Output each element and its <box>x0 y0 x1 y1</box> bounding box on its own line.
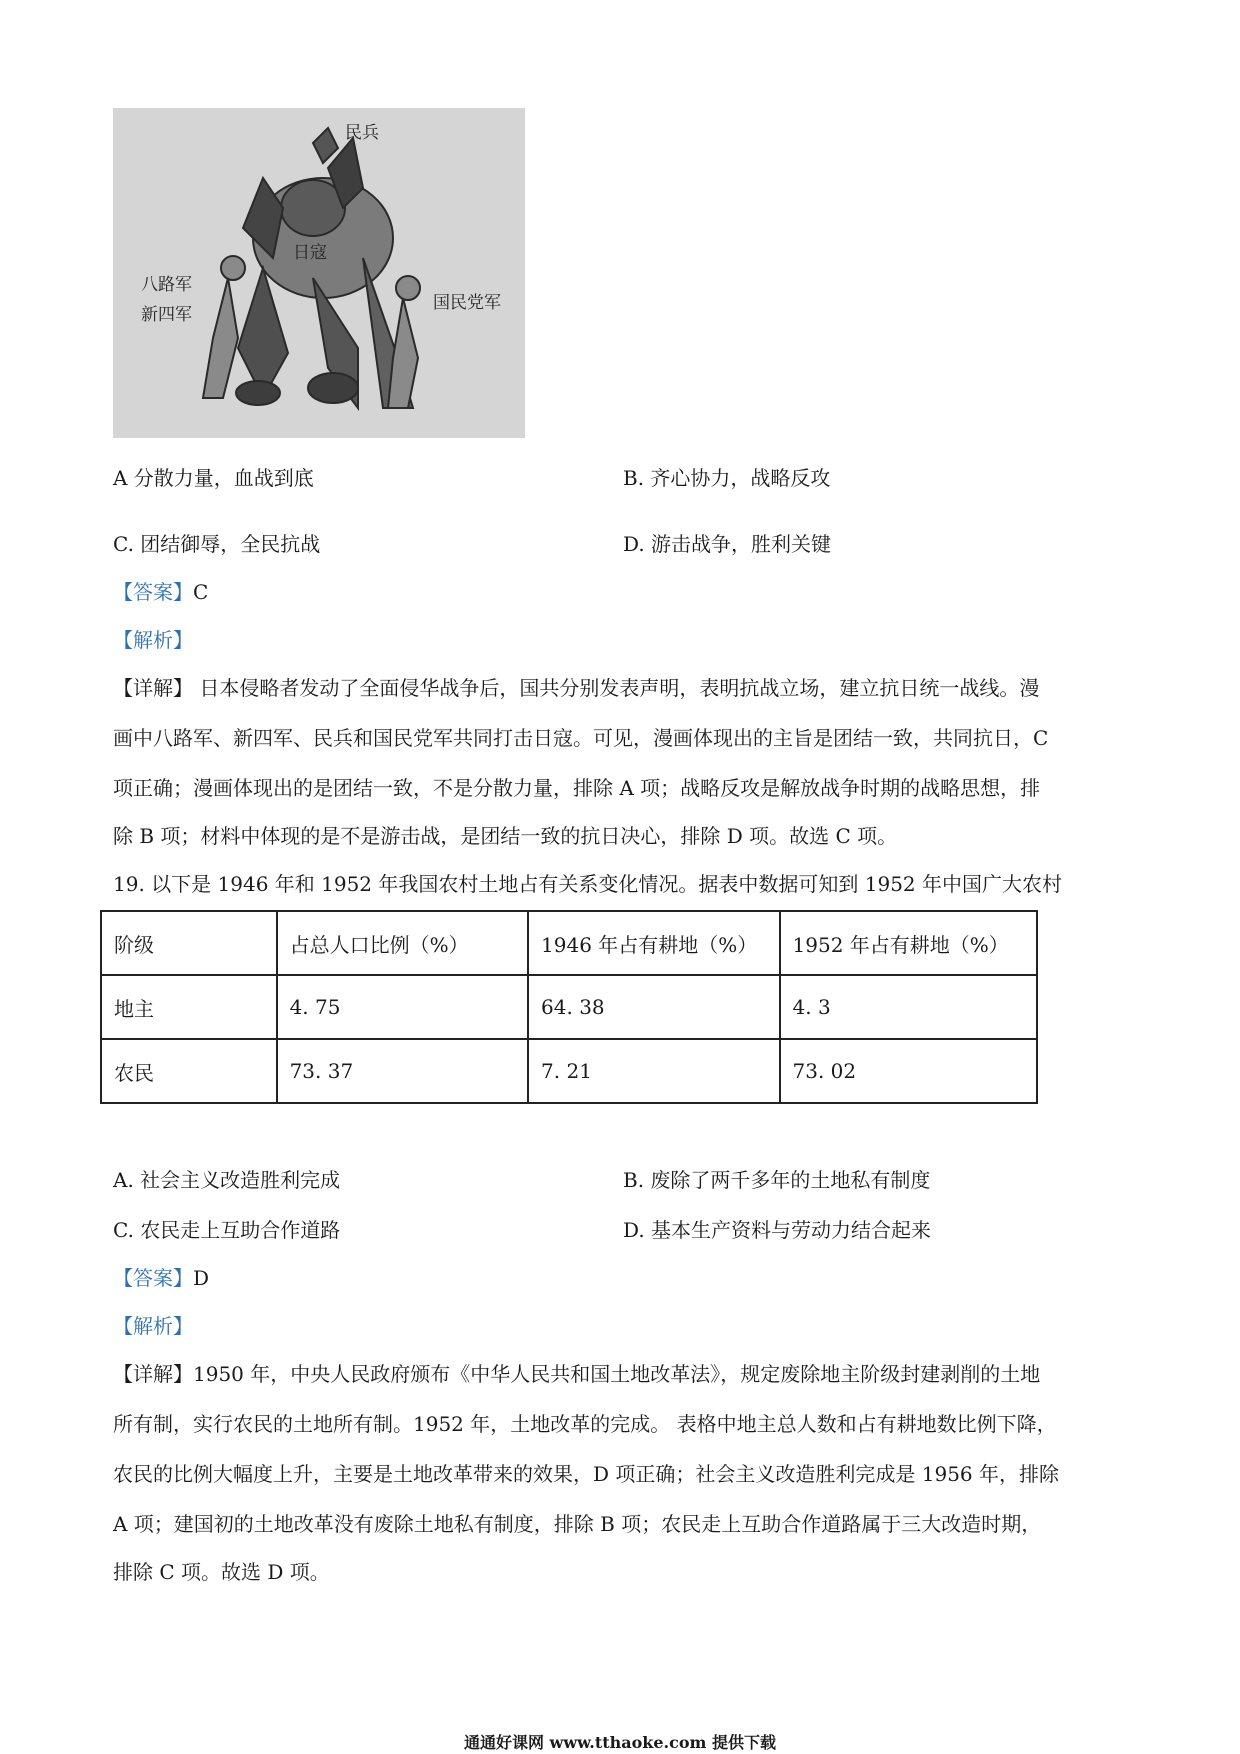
cartoon-label-new-fourth: 新四军 <box>141 305 192 325</box>
q18-detail-line-4: 除 B 项；材料中体现的是不是游击战，是团结一致的抗日决心，排除 D 项。故选 C 项。 <box>113 824 898 848</box>
table-header-cell: 1946 年占有耕地（%） <box>528 911 779 975</box>
q19-stem: 19. 以下是 1946 年和 1952 年我国农村土地占有关系变化情况。据表中数据可知到 1952 年中国广大农村 <box>113 872 1063 896</box>
q18-option-a: A 分散力量，血战到底 <box>113 466 314 490</box>
q19-option-c: C. 农民走上互助合作道路 <box>113 1218 341 1242</box>
table-cell: 7. 21 <box>528 1039 779 1103</box>
q19-answer <box>113 1264 209 1292</box>
q19-analysis-tag: 【解析】 <box>113 1314 193 1338</box>
q18-answer-value: C <box>193 580 209 604</box>
table-cell: 4. 75 <box>277 975 528 1039</box>
cartoon-label-militia: 民兵 <box>345 123 379 143</box>
q18-detail-line-3: 项正确；漫画体现出的是团结一致，不是分散力量，排除 A 项；战略反攻是解放战争时期的战略思想，排 <box>113 776 1041 800</box>
q18-analysis-tag: 【解析】 <box>113 628 193 652</box>
table-header-cell: 1952 年占有耕地（%） <box>780 911 1037 975</box>
table-cell: 64. 38 <box>528 975 779 1039</box>
q19-detail-line-2: 所有制，实行农民的土地所有制。1952 年，土地改革的完成。 表格中地主总人数和占有耕地数比例下降， <box>113 1412 1057 1436</box>
q19-answer-value: D <box>193 1266 210 1290</box>
table-row <box>101 975 1037 1039</box>
table-header-cell: 阶级 <box>101 911 277 975</box>
table-header-cell: 占总人口比例（%） <box>277 911 528 975</box>
q19-detail-line-4: A 项；建国初的土地改革没有废除土地私有制度，排除 B 项；农民走上互助合作道路属于三大改造时期， <box>113 1512 1042 1536</box>
q18-answer-tag: 【答案】 <box>113 580 193 604</box>
cartoon-label-eighth-route: 八路军 <box>141 275 192 295</box>
q18-detail-line-2: 画中八路军、新四军、民兵和国民党军共同打击日寇。可见，漫画体现出的主旨是团结一致，共同抗日，C <box>113 726 1049 750</box>
table-cell: 4. 3 <box>780 975 1037 1039</box>
table-row <box>101 1039 1037 1103</box>
q19-detail-line-5: 排除 C 项。故选 D 项。 <box>113 1560 330 1584</box>
q19-option-b: B. 废除了两千多年的土地私有制度 <box>623 1168 931 1192</box>
q19-detail-line-1: 【详解】1950 年，中央人民政府颁布《中华人民共和国土地改革法》，规定废除地主阶级封建剥削的土地 <box>113 1362 1041 1386</box>
table-cell: 农民 <box>101 1039 277 1103</box>
q18-option-d: D. 游击战争，胜利关键 <box>623 532 832 556</box>
cartoon-drawing <box>113 108 525 438</box>
page-footer: 通通好课网 www.tthaoke.com 提供下载 <box>463 1733 777 1752</box>
table-cell: 73. 37 <box>277 1039 528 1103</box>
q18-detail-line-1: 【详解】 日本侵略者发动了全面侵华战争后，国共分别发表声明，表明抗战立场，建立抗日统一战线。漫 <box>113 676 1040 700</box>
cartoon-label-kmt: 国民党军 <box>433 293 501 313</box>
q19-detail-line-3: 农民的比例大幅度上升，主要是土地改革带来的效果，D 项正确；社会主义改造胜利完成是 1956 年，排除 <box>113 1462 1060 1486</box>
cartoon-label-japanese: 日寇 <box>293 243 327 263</box>
table-header-row <box>101 911 1037 975</box>
q18-option-b: B. 齐心协力，战略反攻 <box>623 466 831 490</box>
q19-option-a: A. 社会主义改造胜利完成 <box>113 1168 341 1192</box>
table-cell: 73. 02 <box>780 1039 1037 1103</box>
q18-answer <box>113 578 208 606</box>
q19-answer-tag: 【答案】 <box>113 1266 193 1290</box>
q19-option-d: D. 基本生产资料与劳动力结合起来 <box>623 1218 932 1242</box>
table-cell: 地主 <box>101 975 277 1039</box>
land-table <box>100 910 1038 1104</box>
q18-option-c: C. 团结御辱，全民抗战 <box>113 532 321 556</box>
cartoon-image <box>113 108 525 438</box>
